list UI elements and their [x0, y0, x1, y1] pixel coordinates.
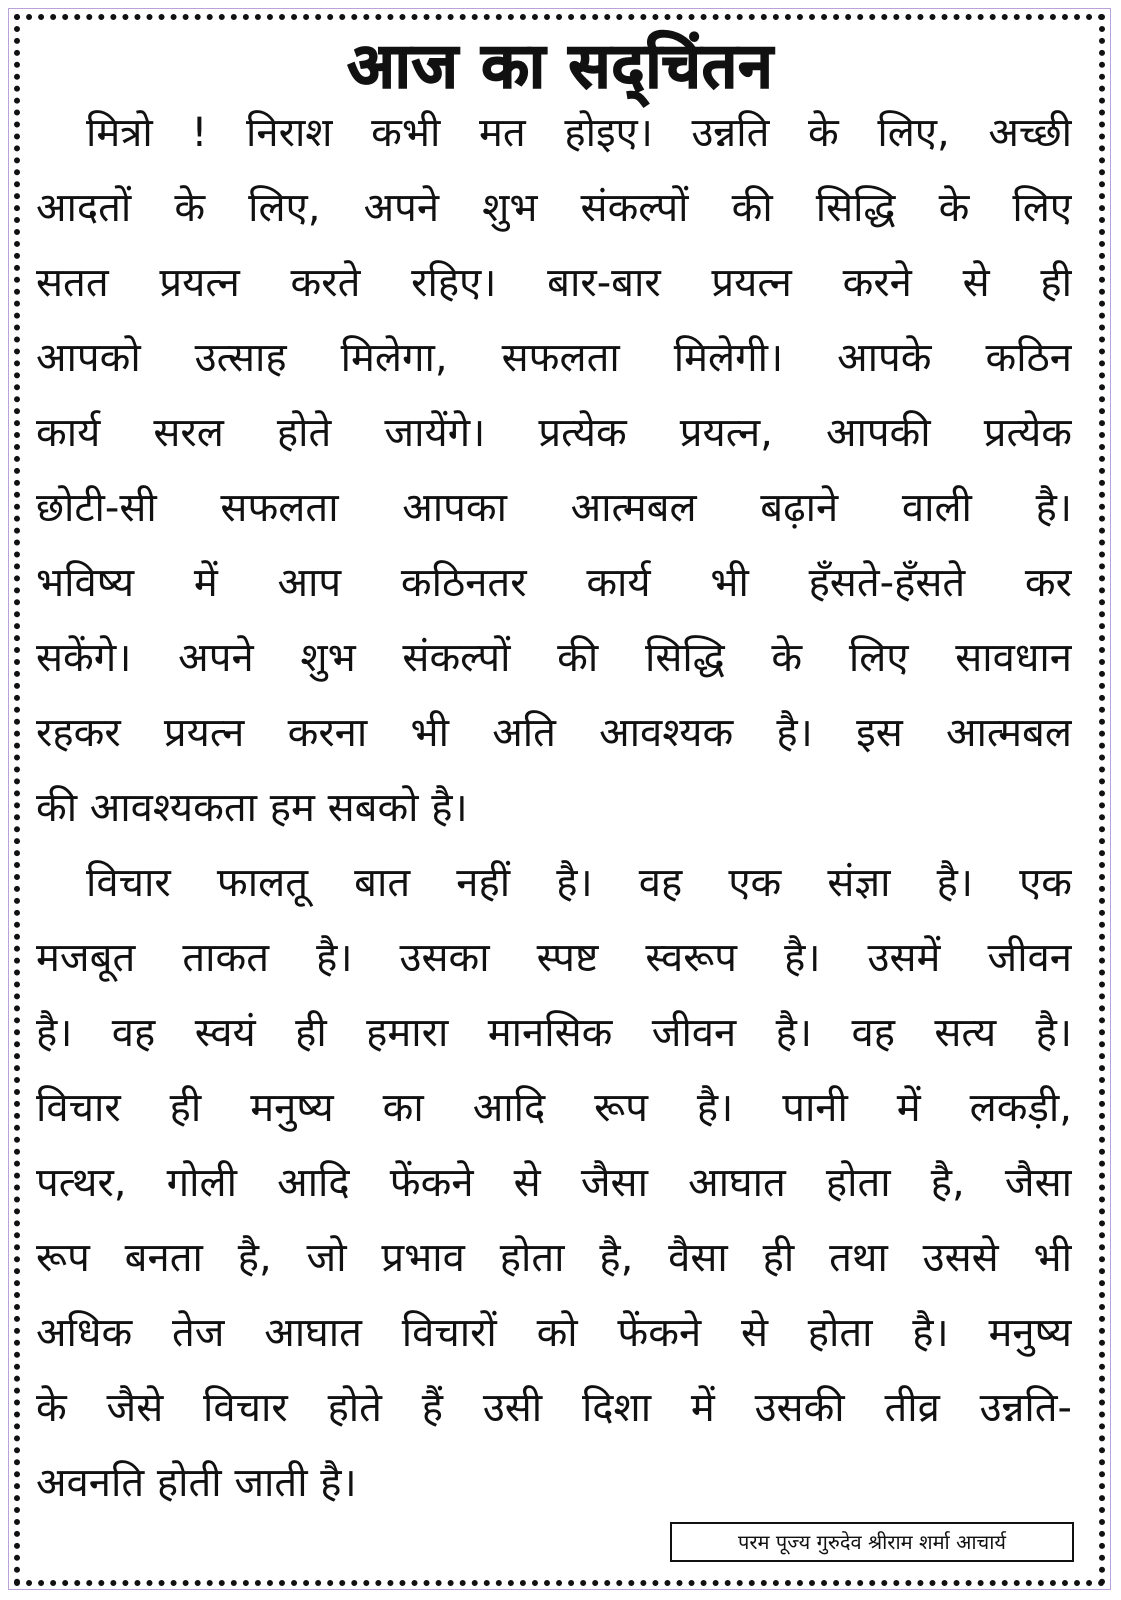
text-line: पत्थर, गोली आदि फेंकने से जैसा आघात होता है, जैसा — [36, 1160, 1072, 1206]
text-line: रूप बनता है, जो प्रभाव होता है, वैसा ही तथा उससे भी — [36, 1235, 1072, 1281]
text-line: अवनति होती जाती है। — [36, 1460, 357, 1506]
author-credit: परम पूज्य गुरुदेव श्रीराम शर्मा आचार्य — [670, 1522, 1074, 1562]
text-line: मजबूत ताकत है। उसका स्पष्ट स्वरूप है। उसमें जीवन — [36, 935, 1072, 981]
paragraph-2 — [36, 846, 1072, 1521]
text-line: की आवश्यकता हम सबको है। — [36, 785, 468, 831]
page-title: आज का सद्चिंतन — [347, 29, 774, 102]
text-line: है। वह स्वयं ही हमारा मानसिक जीवन है। वह सत्य है। — [36, 1010, 1072, 1056]
text-line: विचार ही मनुष्य का आदि रूप है। पानी में लकड़ी, — [36, 1085, 1072, 1131]
text-line: के जैसे विचार होते हैं उसी दिशा में उसकी तीव्र उन्नति- — [36, 1385, 1072, 1431]
text-line: कार्य सरल होते जायेंगे। प्रत्येक प्रयत्न, आपकी प्रत्येक — [36, 410, 1072, 456]
text-line: अधिक तेज आघात विचारों को फेंकने से होता है। मनुष्य — [36, 1310, 1072, 1356]
text-line: छोटी-सी सफलता आपका आत्मबल बढ़ाने वाली है। — [36, 485, 1072, 531]
text-line: आदतों के लिए, अपने शुभ संकल्पों की सिद्धि के लिए — [36, 185, 1072, 231]
text-line: रहकर प्रयत्न करना भी अति आवश्यक है। इस आत्मबल — [36, 710, 1072, 756]
text-line: आपको उत्साह मिलेगा, सफलता मिलेगी। आपके कठिन — [36, 335, 1072, 381]
text-line: भविष्य में आप कठिनतर कार्य भी हँसते-हँसते कर — [36, 560, 1072, 606]
text-line: मित्रो ! निराश कभी मत होइए। उन्नति के लिए, अच्छी — [86, 110, 1072, 156]
text-line: सतत प्रयत्न करते रहिए। बार-बार प्रयत्न करने से ही — [36, 260, 1072, 306]
body-text — [36, 96, 1072, 1521]
text-line: सकेंगे। अपने शुभ संकल्पों की सिद्धि के लिए सावधान — [36, 635, 1072, 681]
paragraph-1 — [36, 96, 1072, 846]
text-line: विचार फालतू बात नहीं है। वह एक संज्ञा है। एक — [86, 860, 1072, 906]
